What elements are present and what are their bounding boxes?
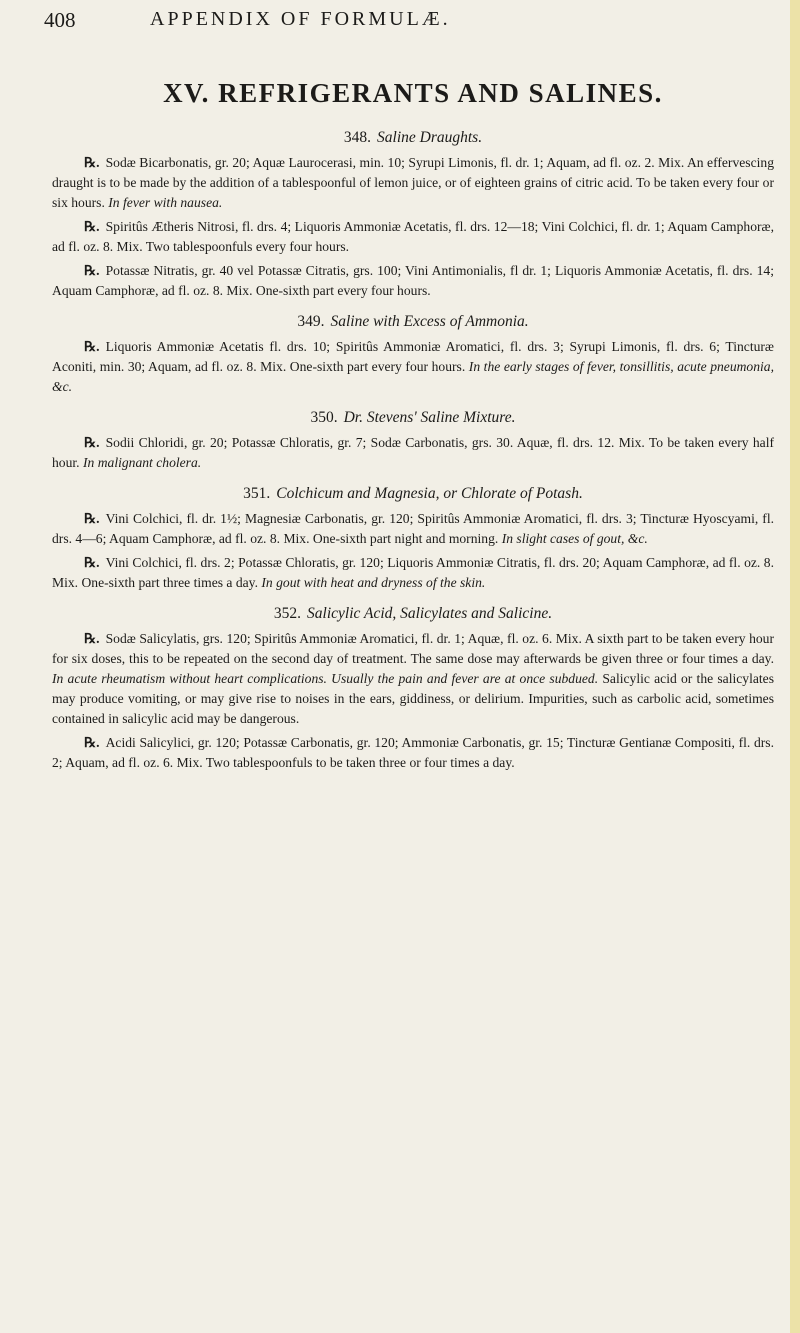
- rx-icon: ℞.: [84, 511, 100, 526]
- section-heading: 352. Salicylic Acid, Salicylates and Salicine.: [273, 605, 553, 622]
- rx-icon: ℞.: [84, 263, 100, 278]
- page-edge: [790, 0, 800, 1333]
- prescription: ℞. Vini Colchici, fl. drs. 2; Potassæ Chloratis, gr. 120; Liquoris Ammoniæ Citratis, fl. drs. 20; Aquam Camphoræ, ad fl. oz. 8. Mix. One-sixth part three times a day. In gout with heat and dryness of the skin.: [52, 555, 774, 590]
- prescription: ℞. Sodii Chloridi, gr. 20; Potassæ Chloratis, gr. 7; Sodæ Carbonatis, grs. 30. Aquæ, fl. drs. 12. Mix. To be taken every half hour. In malignant cholera.: [52, 435, 774, 470]
- prescription: ℞. Potassæ Nitratis, gr. 40 vel Potassæ Citratis, grs. 100; Vini Antimonialis, fl dr. 1; Liquoris Ammoniæ Acetatis, fl. drs. 14; Aquam Camphoræ, ad fl. oz. 8. Mix. One-sixth part every four hours.: [52, 263, 774, 298]
- page-content: [52, 78, 774, 777]
- section-heading: 348. Saline Draughts.: [343, 129, 483, 146]
- rx-icon: ℞.: [84, 155, 100, 170]
- running-head: APPENDIX OF FORMULÆ.: [150, 8, 451, 30]
- rx-icon: ℞.: [84, 735, 100, 750]
- prescription: ℞. Vini Colchici, fl. dr. 1½; Magnesiæ Carbonatis, gr. 120; Spiritûs Ammoniæ Aromatici, fl. drs. 3; Tincturæ Hyoscyami, fl. drs. 4—6; Aquam Camphoræ, ad fl. oz. 8. Mix. One-sixth part night and morning. In slight cases of gout, &c.: [52, 511, 774, 546]
- prescription: ℞. Liquoris Ammoniæ Acetatis fl. drs. 10; Spiritûs Ammoniæ Aromatici, fl. drs. 3; Syrupi Limonis, fl. drs. 6; Tincturæ Aconiti, min. 30; Aquam, ad fl. oz. 8. Mix. One-sixth part every four hours. In the early stages of fever, tonsillitis, acute pneumonia, &c.: [52, 339, 775, 394]
- rx-icon: ℞.: [84, 555, 100, 570]
- section-heading: 349. Saline with Excess of Ammonia.: [297, 313, 529, 330]
- chapter-title: XV. REFRIGERANTS AND SALINES.: [163, 78, 663, 108]
- section-heading: 350. Dr. Stevens' Saline Mixture.: [310, 409, 516, 426]
- prescription: ℞. Acidi Salicylici, gr. 120; Potassæ Carbonatis, gr. 120; Ammoniæ Carbonatis, gr. 15; Tincturæ Gentianæ Compositi, fl. drs. 2; Aquam, ad fl. oz. 6. Mix. Two tablespoonfuls to be taken three or four times a day.: [52, 735, 774, 770]
- rx-icon: ℞.: [84, 435, 100, 450]
- prescription: ℞. Spiritûs Ætheris Nitrosi, fl. drs. 4; Liquoris Ammoniæ Acetatis, fl. drs. 12—18; Vini Colchici, fl. dr. 1; Aquam Camphoræ, ad fl. oz. 8. Mix. Two tablespoonfuls every four hours.: [52, 219, 774, 254]
- prescription: ℞. Sodæ Salicylatis, grs. 120; Spiritûs Ammoniæ Aromatici, fl. dr. 1; Aquæ, fl. oz. 6. Mix. A sixth part to be taken every hour for six doses, this to be repeated on the second day of treatment. The same dose may afterwards be given three or four times a day. In acute rheumatism without heart complications. Usually the pain and fever are at once subdued. Salicylic acid or the salicylates may produce vomiting, or may give rise to noises in the ears, giddiness, or delirium. Impurities, such as carbolic acid, sometimes contained in salicylic acid may be dangerous.: [52, 631, 774, 726]
- rx-icon: ℞.: [84, 339, 100, 354]
- prescription: ℞. Sodæ Bicarbonatis, gr. 20; Aquæ Laurocerasi, min. 10; Syrupi Limonis, fl. dr. 1; Aquam, ad fl. oz. 2. Mix. An effervescing draught is to be made by the addition of a tablespoonful of lemon juice, or of eighteen grains of citric acid. To be taken every four or six hours. In fever with nausea.: [52, 155, 774, 210]
- page-number: 408: [44, 8, 76, 32]
- section-heading: 351. Colchicum and Magnesia, or Chlorate of Potash.: [243, 485, 583, 502]
- rx-icon: ℞.: [84, 219, 100, 234]
- rx-icon: ℞.: [84, 631, 100, 646]
